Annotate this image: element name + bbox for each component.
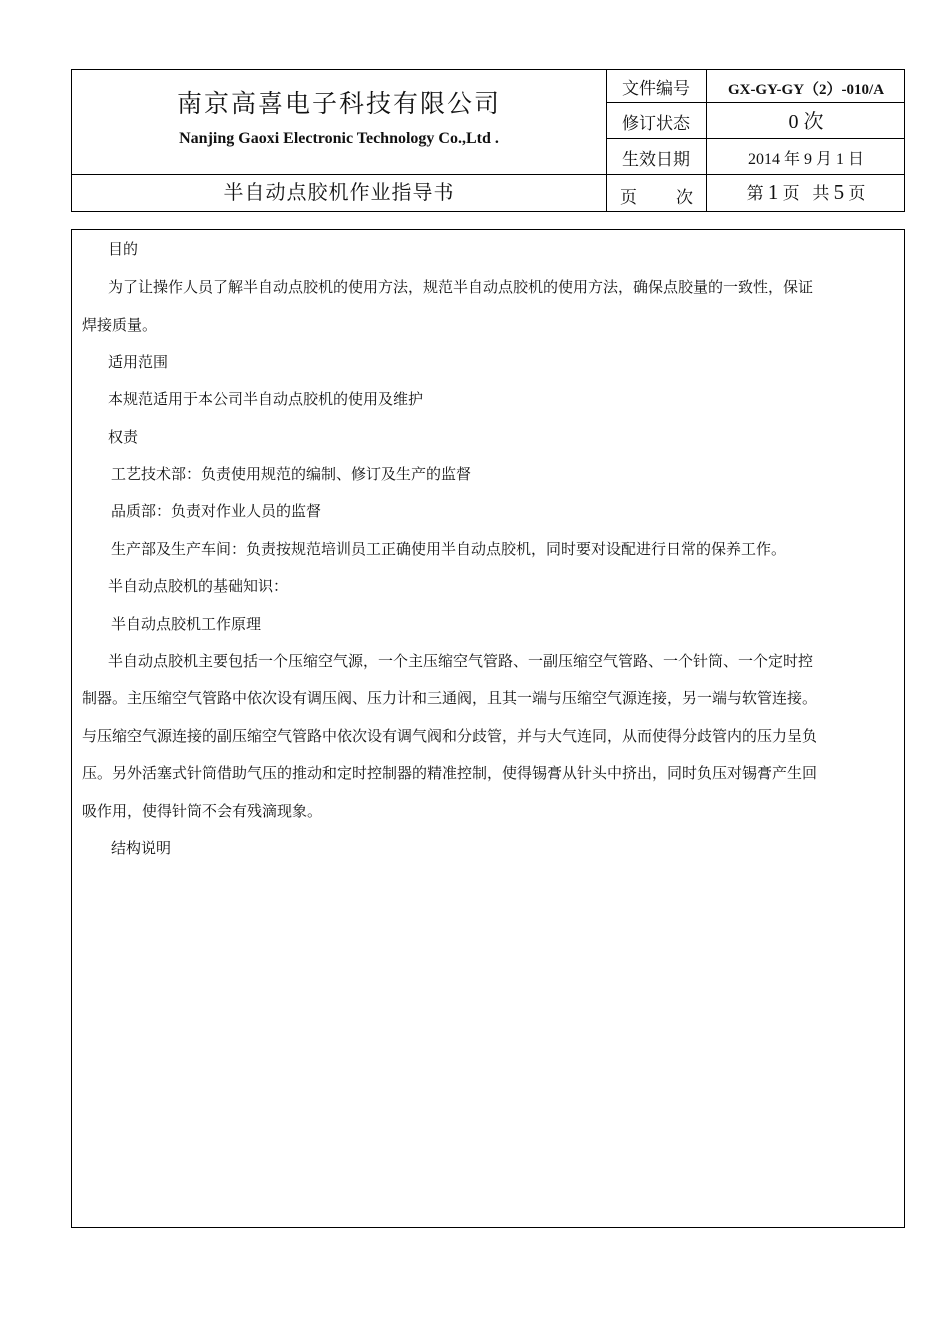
revision-value: 0 次 [788,111,824,133]
principle-text-line-1: 半自动点胶机主要包括一个压缩空气源，一个主压缩空气管路、一副压缩空气管路、一个针筒、一个定时控 [108,652,814,670]
header-divider-row-3 [72,174,904,175]
page-total-number: 5 [833,180,845,204]
page-label-left: 页 [620,188,637,208]
company-name-cn: 南京高喜电子科技有限公司 [176,89,501,118]
effective-date-label: 生效日期 [622,150,690,170]
page-current-number: 1 [767,180,779,204]
purpose-text-line-2: 焊接质量。 [82,316,158,334]
structure-heading: 结构说明 [111,839,172,857]
duty-heading: 权责 [108,428,139,446]
purpose-heading: 目的 [108,240,139,258]
document-header-table [71,69,905,212]
scope-heading: 适用范围 [108,353,169,371]
duty-item-quality-dept: 品质部：负责对作业人员的监督 [111,502,322,520]
purpose-text-line-1: 为了让操作人员了解半自动点胶机的使用方法，规范半自动点胶机的使用方法，确保点胶量的一致性，保证 [108,278,814,296]
principle-text-line-2: 制器。主压缩空气管路中依次设有调压阀、压力计和三通阀，且其一端与压缩空气源连接，另一端与软管连接。 [82,689,818,707]
duty-item-production-dept: 生产部及生产车间：负责按规范培训员工正确使用半自动点胶机，同时要对设配进行日常的保养工作。 [111,540,787,558]
principle-text-line-4: 压。另外活塞式针筒借助气压的推动和定时控制器的精准控制，使得锡膏从针头中挤出，同时负压对锡膏产生回 [82,764,818,782]
header-divider-row-2 [606,138,904,139]
page-word-di: 第 [746,184,764,203]
principle-text-line-3: 与压缩空气源连接的副压缩空气管路中依次设有调气阀和分歧管，并与大气连同，从而使得分歧管内的压力呈负 [82,727,818,745]
revision-label: 修订状态 [622,114,690,134]
page-word-ye-1: 页 [782,184,800,203]
document-body [71,229,905,1228]
scope-text: 本规范适用于本公司半自动点胶机的使用及维护 [108,390,424,408]
duty-item-process-dept: 工艺技术部：负责使用规范的编制、修订及生产的监督 [111,465,472,483]
header-divider-row-1 [606,102,904,103]
effective-date-value: 2014 年 9 月 1 日 [747,151,864,168]
page-label-right: 次 [676,188,693,208]
page-indicator [706,179,906,205]
page-word-gong: 共 [812,184,830,203]
company-name-en: Nanjing Gaoxi Electronic Technology Co.,Ltd . [179,130,499,147]
document-title: 半自动点胶机作业指导书 [223,180,455,204]
file-no-label: 文件编号 [622,79,690,99]
principle-heading: 半自动点胶机工作原理 [111,615,262,633]
basics-heading: 半自动点胶机的基础知识： [108,577,289,595]
principle-text-line-5: 吸作用，使得针筒不会有残滴现象。 [82,802,323,820]
file-no-value: GX-GY-GY（2）-010/A [727,82,885,98]
page-word-ye-2: 页 [848,184,866,203]
